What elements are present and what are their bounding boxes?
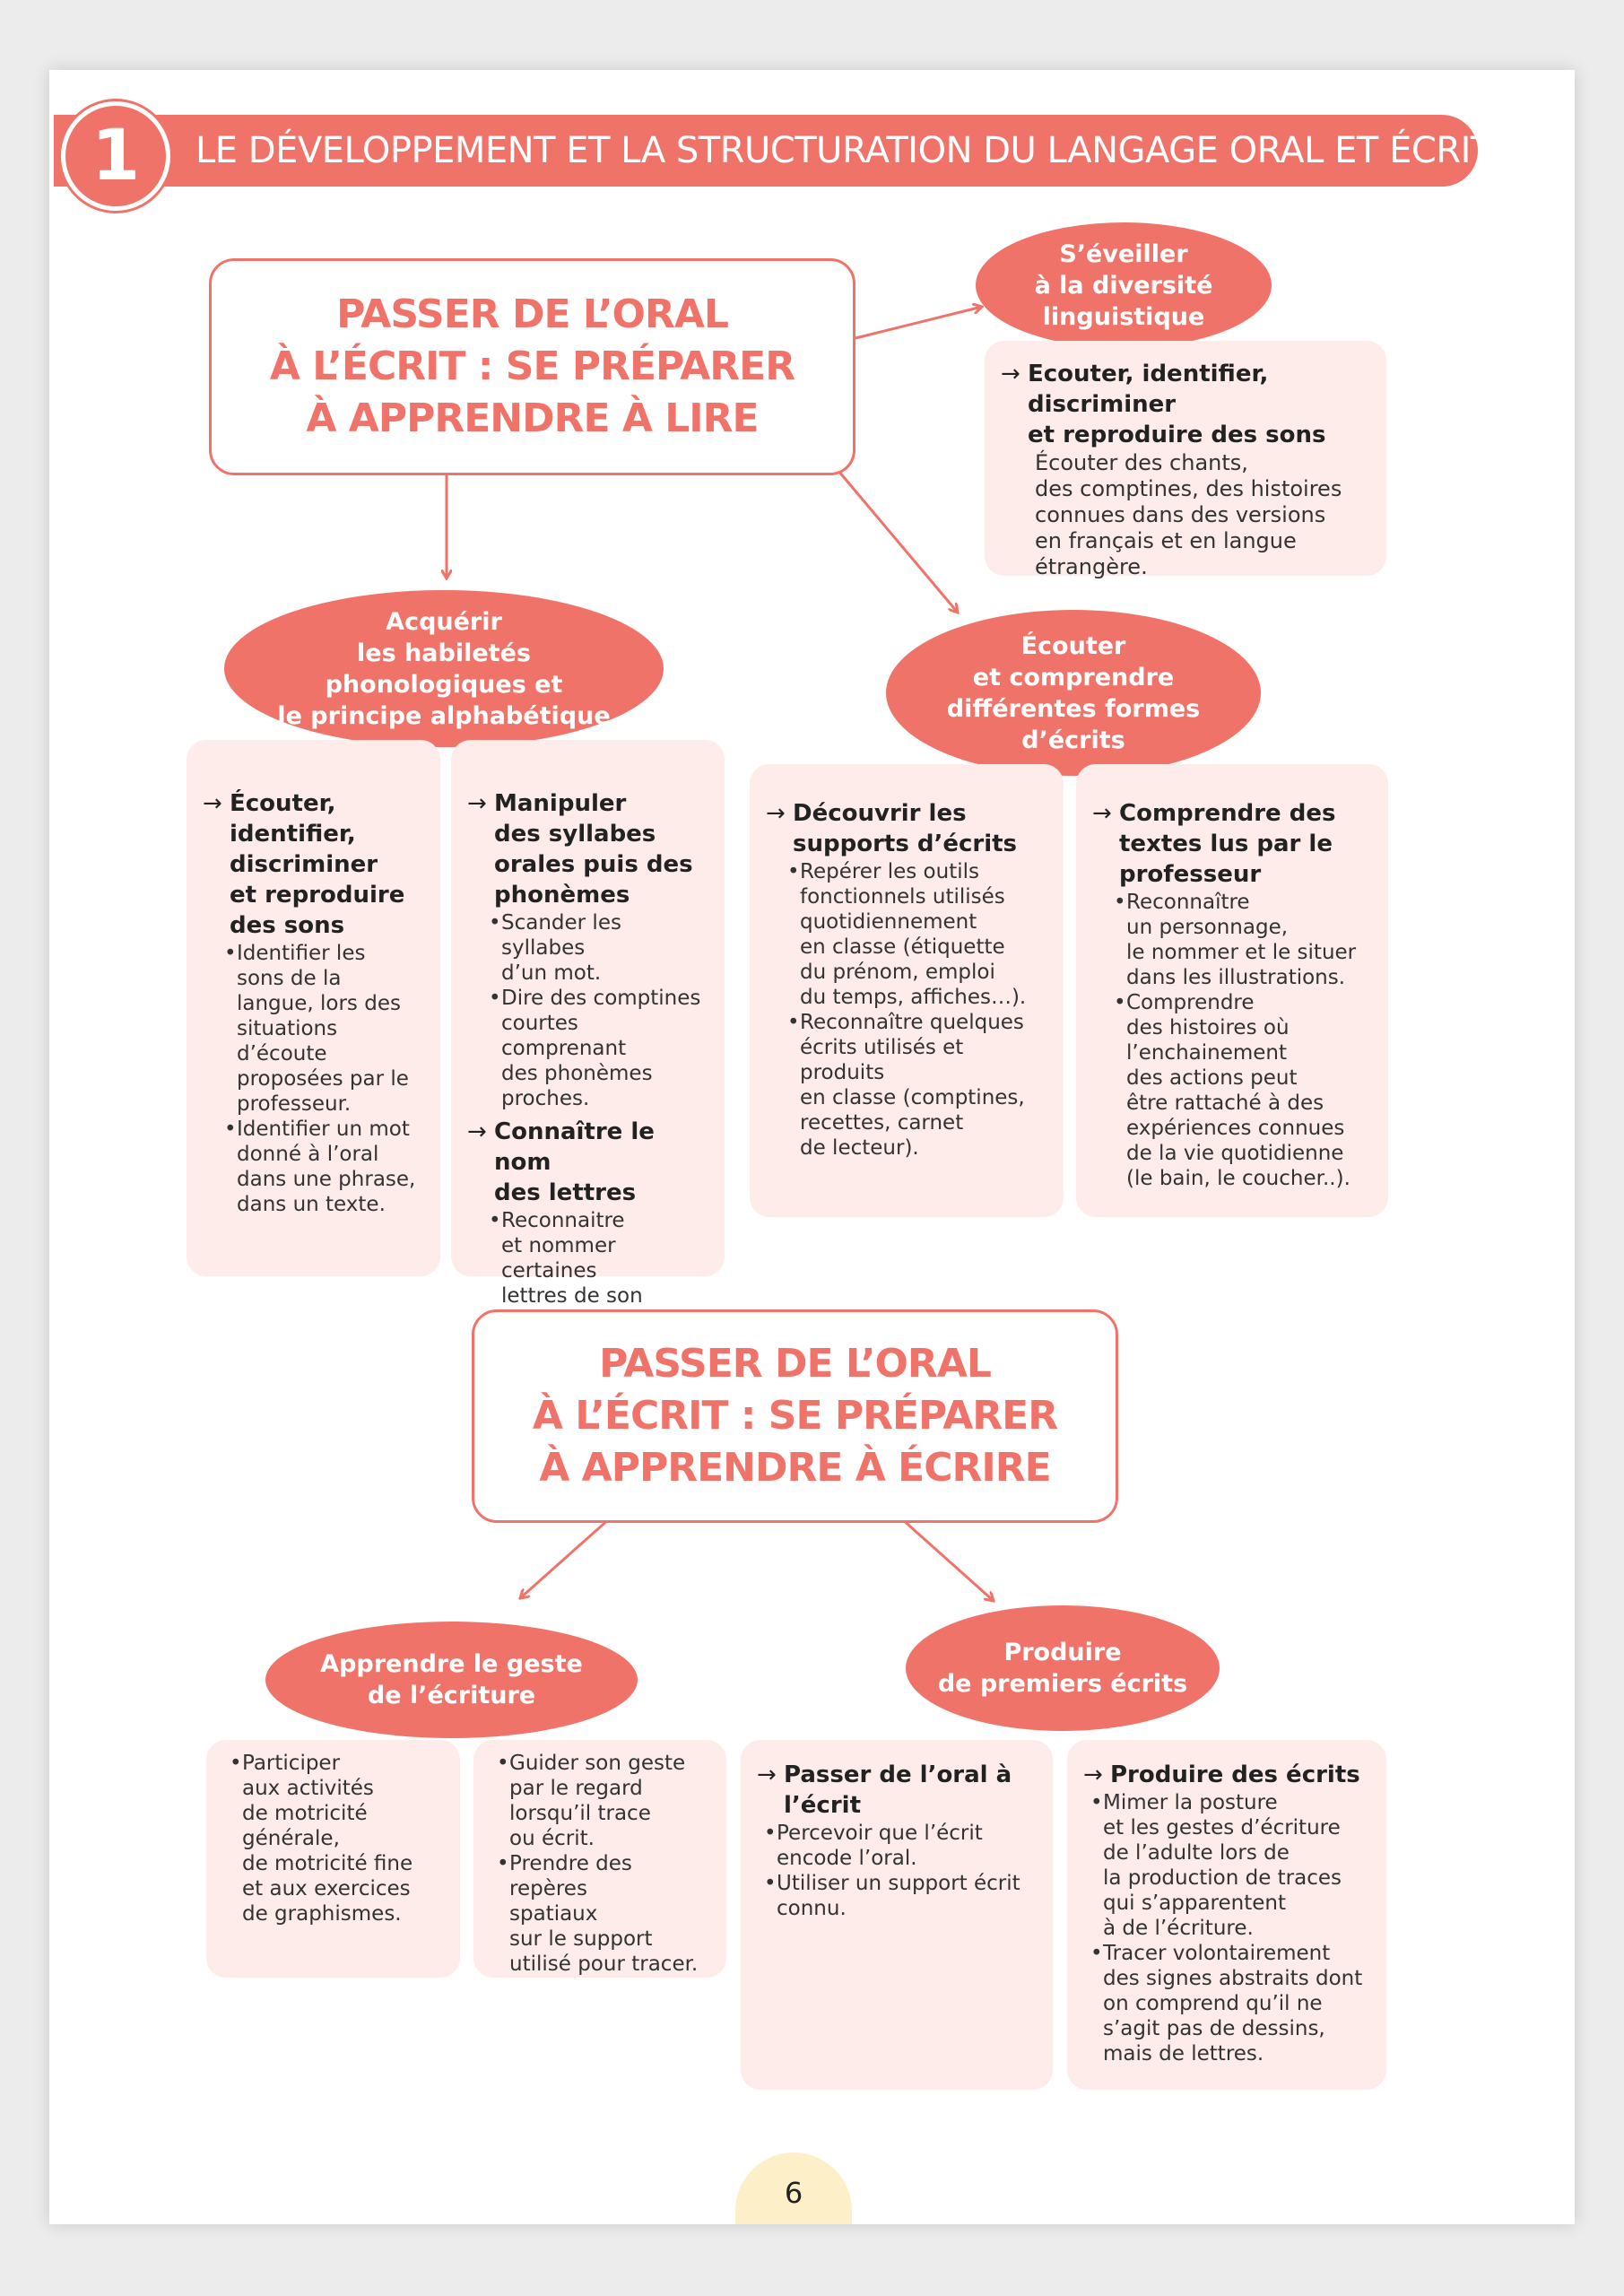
card-heading (757, 1760, 1037, 1821)
bubble-line: S’éveiller (1059, 239, 1188, 268)
bullet-line: fonctionnels utilisés (800, 885, 1005, 909)
bullet-item: • Tracer volontairement des signes abstraits dont on comprend qu’il ne s’agit pas de dessins, mais de lettres. (1083, 1941, 1370, 2066)
arrow-right-icon: → (757, 1761, 777, 1788)
bullet-line: Tracer volontairement (1103, 1942, 1331, 1965)
heading-line: des lettres (494, 1179, 637, 1206)
heading-line: Passer de l’oral à (784, 1761, 1012, 1788)
card-heading (1001, 359, 1370, 450)
bullet-line: proposées par le (237, 1067, 409, 1091)
bullet-line: en classe (comptines, (800, 1086, 1025, 1109)
bubble-produire (906, 1605, 1220, 1731)
bullet-line: Dire des comptines (501, 987, 701, 1010)
bubble-habiletes (224, 590, 664, 747)
bubble-line: le principe alphabétique (277, 701, 611, 730)
heading-line: et reproduire des sons (1028, 422, 1326, 448)
arrow-to-geste (520, 1518, 610, 1598)
bullet-line: dans les illustrations. (1126, 966, 1346, 989)
bullet-line: Prendre des repères (509, 1852, 632, 1900)
bullet-item: • Repérer les outils fonctionnels utilisés quotidiennement en classe (étiquette du prénom, emploi du temps, affiches…). (766, 859, 1047, 1010)
bullet-line: quotidiennement (800, 910, 977, 934)
title-box-ecrire (472, 1309, 1118, 1523)
bubble-line: les habiletés (357, 639, 531, 667)
bullet-line: on comprend qu’il ne (1103, 1992, 1323, 2015)
bullet-line: lettres de son (501, 1284, 643, 1308)
heading-line: Écouter, (230, 790, 336, 817)
heading-line: Ecouter, identifier, discriminer (1028, 361, 1269, 418)
heading-line: phonèmes (494, 882, 630, 909)
heading-line: Produire des écrits (1110, 1761, 1360, 1788)
card-produire-ecrits (1067, 1740, 1386, 2090)
bullet-line: de la vie quotidienne (1126, 1142, 1344, 1165)
bullet-line: écrits utilisés et produits (800, 1036, 964, 1084)
bubble-line: de l’écriture (367, 1682, 536, 1709)
bullet-line: utilisé pour tracer. (509, 1952, 699, 1976)
bullet-line: Reconnaître quelques (800, 1011, 1024, 1034)
bullet-line: des phonèmes (501, 1062, 653, 1085)
bullet-line: Repérer les outils (800, 860, 979, 883)
bullet-line: Identifier les (237, 942, 366, 965)
bullet-line: le nommer et le situer (1126, 941, 1357, 964)
heading-line: et reproduire (230, 882, 405, 909)
arrow-right-icon: → (766, 800, 786, 827)
card-text-line: des comptines, des histoires (1035, 476, 1342, 501)
bullet-item: • Prendre des repères spatiaux sur le support utilisé pour tracer. (490, 1851, 710, 1977)
bullet-line: de motricité (242, 1802, 368, 1825)
bullet-line: et aux exercices (242, 1877, 411, 1900)
bullet-line: du temps, affiches…). (800, 986, 1027, 1009)
bullet-line: d’un mot. (501, 961, 602, 985)
bullet-item: • Identifier un mot donné à l’oral dans une phrase, dans un texte. (203, 1117, 424, 1217)
bubble-line: de premiers écrits (937, 1670, 1188, 1698)
arrow-right-icon: → (1083, 1761, 1103, 1788)
bullet-line: langue, lors des (237, 992, 401, 1015)
bullet-item: • Participer aux activités de motricité générale, de motricité fine et aux exercices de graphismes. (222, 1751, 444, 1926)
card-heading (203, 788, 424, 941)
bullet-line: de motricité fine (242, 1852, 413, 1875)
bullet-line: Guider son geste (509, 1752, 686, 1775)
card-geste-motricite (206, 1740, 460, 1978)
bullet-line: être rattaché à des (1126, 1091, 1324, 1115)
card-text-line: Écouter des chants, (1035, 450, 1248, 475)
bullet-item: • Percevoir que l’écrit encode l’oral. (757, 1821, 1037, 1871)
bullet-line: la production de traces (1103, 1866, 1342, 1890)
section-title: LE DÉVELOPPEMENT ET LA STRUCTURATION DU LANGAGE ORAL ET ÉCRIT (195, 130, 1492, 171)
bullet-line: Participer (242, 1752, 341, 1775)
title-line: À APPRENDRE À LIRE (306, 396, 759, 441)
bullet-line: s’agit pas de dessins, (1103, 2017, 1325, 2040)
card-text-line: connues dans des versions (1035, 502, 1326, 527)
bullet-item: • Identifier les sons de la langue, lors des situations d’écoute proposées par le professeur. (203, 941, 424, 1117)
bubble-line: linguistique (1042, 302, 1205, 331)
bullet-line: sur le support (509, 1927, 653, 1951)
card-geste-reperes (473, 1740, 726, 1978)
bullet-line: de lecteur). (800, 1136, 919, 1160)
heading-line: l’écrit (784, 1792, 861, 1819)
arrow-to-produire (901, 1518, 994, 1601)
bubble-line: et comprendre (972, 663, 1175, 691)
bullet-line: aux activités (242, 1777, 374, 1800)
section-number: 1 (61, 101, 170, 211)
bubble-eveiller (976, 222, 1272, 348)
bullet-item: • Scander les syllabes d’un mot. (467, 910, 708, 986)
heading-line: orales puis des (494, 851, 693, 878)
bullet-line: Reconnaitre (501, 1209, 625, 1232)
card-habiletes-sons (187, 740, 440, 1276)
bullet-line: (le bain, le coucher..). (1126, 1167, 1350, 1190)
card-text-line: étrangère. (1035, 554, 1148, 579)
bullet-line: courtes comprenant (501, 1012, 627, 1060)
bullet-line: dans une phrase, (237, 1168, 416, 1191)
arrow-to-eveiller (852, 307, 982, 339)
heading-line: textes lus par le (1119, 831, 1333, 857)
card-heading (766, 798, 1047, 859)
bullet-item: • Reconnaître un personnage, le nommer et le situer dans les illustrations. (1092, 890, 1372, 990)
bullet-line: des histoires où (1126, 1016, 1290, 1039)
bullet-item: • Guider son geste par le regard lorsqu’il trace ou écrit. (490, 1751, 710, 1851)
bubble-line: à la diversité (1034, 271, 1213, 300)
card-produire-oral (741, 1740, 1053, 2090)
heading-line: Comprendre des (1119, 800, 1336, 827)
bullet-line: recettes, carnet (800, 1111, 964, 1135)
title-line: À L’ÉCRIT : SE PRÉPARER (269, 344, 795, 389)
bullet-item: • Reconnaitre et nommer certaines lettres de son (467, 1208, 708, 1359)
bullet-line: encode l’oral. (777, 1847, 917, 1870)
card-ecouter-supports (750, 764, 1064, 1217)
bullet-line: de l’adulte lors de (1103, 1841, 1290, 1865)
bubble-line: différentes formes (946, 694, 1201, 723)
bubble-line: Acquérir (386, 607, 502, 636)
heading-line: Découvrir les (793, 800, 967, 827)
card-heading (467, 788, 708, 910)
bullet-line: Reconnaître (1126, 891, 1250, 914)
bullet-line: Mimer la posture (1103, 1791, 1278, 1814)
heading-line: professeur (1119, 861, 1262, 888)
card-habiletes-syllabes (451, 740, 725, 1308)
bullet-line: situations d’écoute (237, 1017, 338, 1065)
bullet-line: expériences connues (1126, 1117, 1345, 1140)
bullet-line: ou écrit. (509, 1827, 595, 1850)
bullet-line: Scander les syllabes (501, 911, 621, 960)
bullet-line: connu. (777, 1897, 847, 1920)
heading-line: Connaître le nom (494, 1118, 655, 1176)
card-text-line: en français et en langue (1035, 528, 1297, 553)
bullet-line: et nommer certaines (501, 1234, 616, 1283)
arrow-to-ecouter (838, 471, 958, 613)
bullet-line: en classe (étiquette (800, 935, 1005, 959)
heading-line: discriminer (230, 851, 378, 878)
bullet-item: • Comprendre des histoires où l’enchainement des actions peut être rattaché à des expériences connues de la vie quotidienne (le bain, le coucher..). (1092, 990, 1372, 1191)
arrow-right-icon: → (467, 1118, 487, 1145)
title-line: PASSER DE L’ORAL (599, 1341, 991, 1387)
arrow-right-icon: → (1092, 800, 1112, 827)
bullet-line: lorsqu’il trace (509, 1802, 651, 1825)
bullet-line: Percevoir que l’écrit (777, 1822, 983, 1845)
bubble-line: phonologiques et (325, 670, 563, 699)
bubble-line: d’écrits (1021, 726, 1125, 754)
arrow-right-icon: → (203, 790, 222, 817)
title-line: À APPRENDRE À ÉCRIRE (539, 1445, 1051, 1491)
bullet-item: • Dire des comptines courtes comprenant des phonèmes proches. (467, 986, 708, 1111)
bubble-line: Apprendre le geste (320, 1650, 583, 1678)
heading-line: des sons (230, 912, 345, 939)
heading-line: supports d’écrits (793, 831, 1018, 857)
bullet-line: un personnage, (1126, 916, 1289, 939)
bullet-line: Utiliser un support écrit (777, 1872, 1020, 1895)
title-box-lire (209, 258, 855, 475)
title-line: À L’ÉCRIT : SE PRÉPARER (532, 1393, 1058, 1439)
bullet-item: • Reconnaître quelques écrits utilisés et produits en classe (comptines, recettes, carnet de lecteur). (766, 1010, 1047, 1161)
bullet-line: du prénom, emploi (800, 961, 995, 984)
bullet-line: Identifier un mot (237, 1118, 410, 1141)
arrow-right-icon: → (467, 790, 487, 817)
bullet-item: • Utiliser un support écrit connu. (757, 1871, 1037, 1921)
heading-line: identifier, (230, 821, 356, 848)
card-ecouter-comprendre (1076, 764, 1388, 1217)
heading-line: Manipuler (494, 790, 627, 817)
page-number: 6 (735, 2152, 852, 2224)
bubble-geste (265, 1622, 638, 1738)
bullet-line: proches. (501, 1087, 590, 1110)
bullet-line: mais de lettres. (1103, 2042, 1264, 2066)
title-line: PASSER DE L’ORAL (336, 291, 728, 337)
bullet-line: de graphismes. (242, 1902, 402, 1926)
card-heading (1092, 798, 1372, 890)
bullet-line: l’enchainement (1126, 1041, 1288, 1065)
bullet-line: sons de la (237, 967, 342, 990)
card-heading (467, 1117, 708, 1208)
bullet-line: et les gestes d’écriture (1103, 1816, 1341, 1839)
bullet-line: qui s’apparentent (1103, 1892, 1287, 1915)
bullet-line: spatiaux (509, 1902, 598, 1926)
heading-line: des syllabes (494, 821, 656, 848)
arrow-right-icon: → (1001, 361, 1020, 387)
card-eveiller (985, 341, 1386, 579)
bullet-line: dans un texte. (237, 1193, 386, 1216)
bullet-line: professeur. (237, 1092, 352, 1116)
bullet-line: à de l’écriture. (1103, 1917, 1254, 1940)
bullet-line: générale, (242, 1827, 340, 1850)
bullet-item: • Mimer la posture et les gestes d’écriture de l’adulte lors de la production de traces qui s’apparentent à de l’écriture. (1083, 1790, 1370, 1941)
bubble-line: Produire (1003, 1639, 1122, 1666)
bubble-line: Écouter (1020, 631, 1126, 660)
bullet-line: par le regard (509, 1777, 643, 1800)
bullet-line: Comprendre (1126, 991, 1255, 1014)
bullet-line: des signes abstraits dont (1103, 1967, 1363, 1990)
bubble-ecouter (886, 610, 1261, 776)
bullet-line: donné à l’oral (237, 1143, 379, 1166)
card-heading (1083, 1760, 1370, 1790)
bullet-line: des actions peut (1126, 1066, 1298, 1090)
